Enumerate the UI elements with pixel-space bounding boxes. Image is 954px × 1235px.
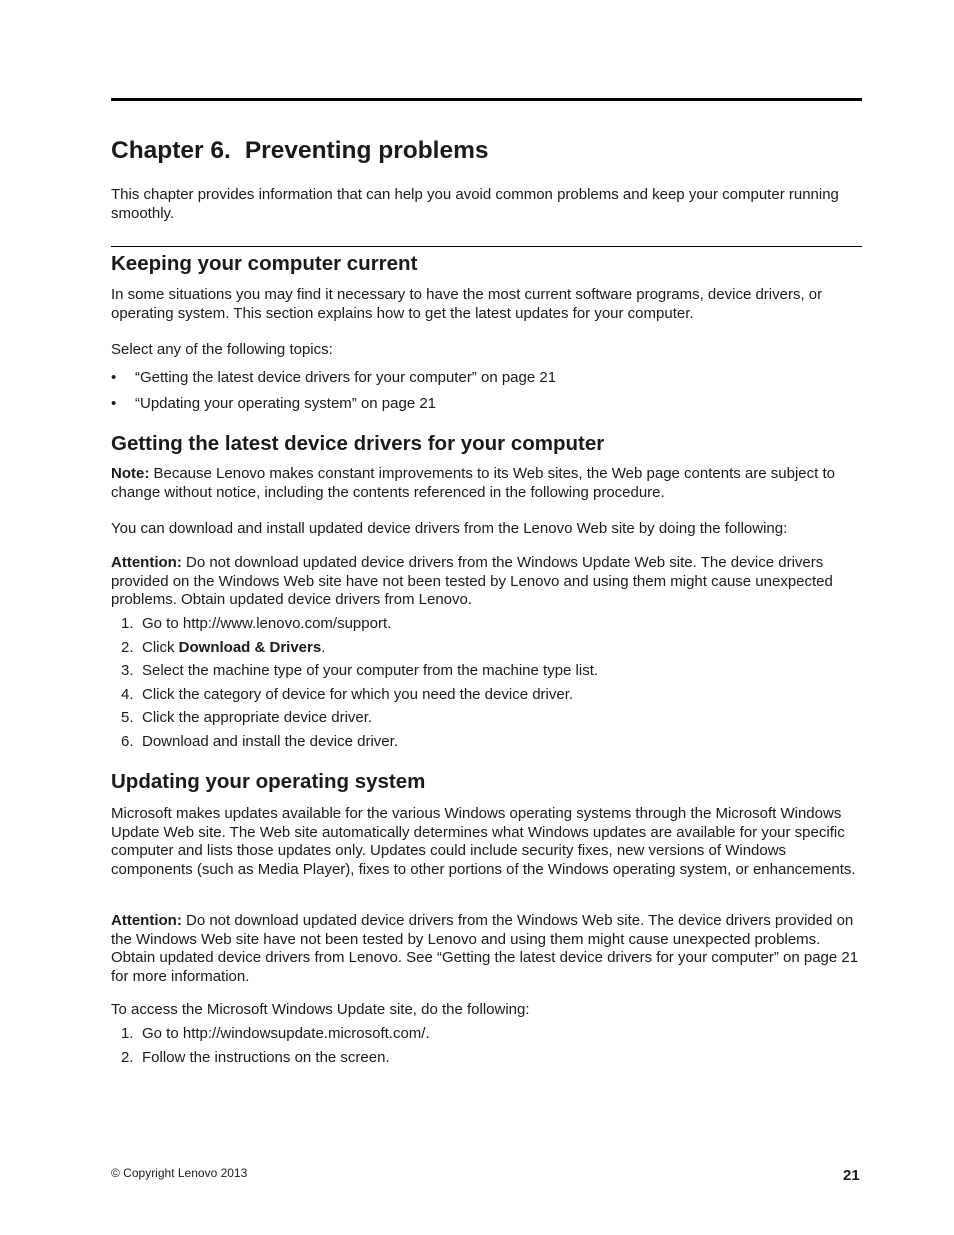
bullet-icon: • [111,369,117,386]
os-step: 2. Follow the instructions on the screen. [121,1048,390,1066]
chapter-top-rule [111,98,862,101]
heading-keeping-current: Keeping your computer current [111,252,418,275]
drivers-note: Note: Because Lenovo makes constant improvements to its Web sites, the Web page contents are subject to change without notice, including the contents referenced in the following procedure. [111,465,835,501]
os-step: 1. Go to http://windowsupdate.microsoft.com/. [121,1025,430,1042]
os-paragraph: Microsoft makes updates available for the various Windows operating systems through the Microsoft Windows Update Web site. The Web site automatically determines what Windows updates are available for your specific computer and lists those updates only. Updates could include security fixes, new versions of Windows components (such as Media Player), fixes to other portions of the Windows operating system, or enhancements. [111,805,856,878]
chapter-title [111,136,489,166]
chapter-number: Chapter 6. [111,137,231,164]
topic-link-os[interactable]: • “Updating your operating system” on page 21 [111,395,437,412]
keeping-current-paragraph: In some situations you may find it necessary to have the most current software programs, device drivers, or operating system. This section explains how to get the latest updates for your computer. [111,286,823,322]
driver-step: 5. Click the appropriate device driver. [121,709,373,726]
driver-step: 4. Click the category of device for which you need the device driver. [121,685,574,703]
driver-step: 6. Download and install the device driver. [121,732,398,750]
topic-link-drivers[interactable]: • “Getting the latest device drivers for your computer” on page 21 [111,369,557,386]
driver-step: 3. Select the machine type of your computer from the machine type list. [121,662,599,679]
driver-step: 1. Go to http://www.lenovo.com/support. [121,615,392,632]
section-rule [111,246,862,247]
page-number: 21 [843,1167,860,1184]
heading-device-drivers: Getting the latest device drivers for your computer [111,432,605,455]
os-access-paragraph: To access the Microsoft Windows Update site, do the following: [111,1001,530,1018]
driver-step: 2. Click Download & Drivers. [121,638,326,656]
attention-label: Attention: [111,912,182,929]
drivers-intro: You can download and install updated device drivers from the Lenovo Web site by doing the following: [111,520,788,537]
footer-copyright: © Copyright Lenovo 2013 [111,1166,248,1180]
note-label: Note: [111,465,150,482]
os-steps-list [111,1025,862,1067]
driver-steps-list [111,615,862,751]
heading-updating-os: Updating your operating system [111,770,426,793]
bullet-icon: • [111,395,117,412]
topic-list [111,369,862,414]
attention-label: Attention: [111,554,182,571]
os-attention: Attention: Do not download updated device drivers from the Windows Web site. The device drivers provided on the Windows Web site have not been tested by Lenovo and using them might cause unexpected problems. Obtain updated device drivers from Lenovo. See “Getting the latest device drivers for your computer” on page 21 for more information. [111,912,859,985]
chapter-title-text: Preventing problems [244,137,489,164]
chapter-intro: This chapter provides information that can help you avoid common problems and keep your computer running smoothly. [111,186,839,222]
select-topics-paragraph: Select any of the following topics: [111,341,333,358]
drivers-attention: Attention: Do not download updated device drivers from the Windows Update Web site. The device drivers provided on the Windows Web site have not been tested by Lenovo and using them might cause unexpected problems. Obtain updated device drivers from Lenovo. [111,554,833,608]
